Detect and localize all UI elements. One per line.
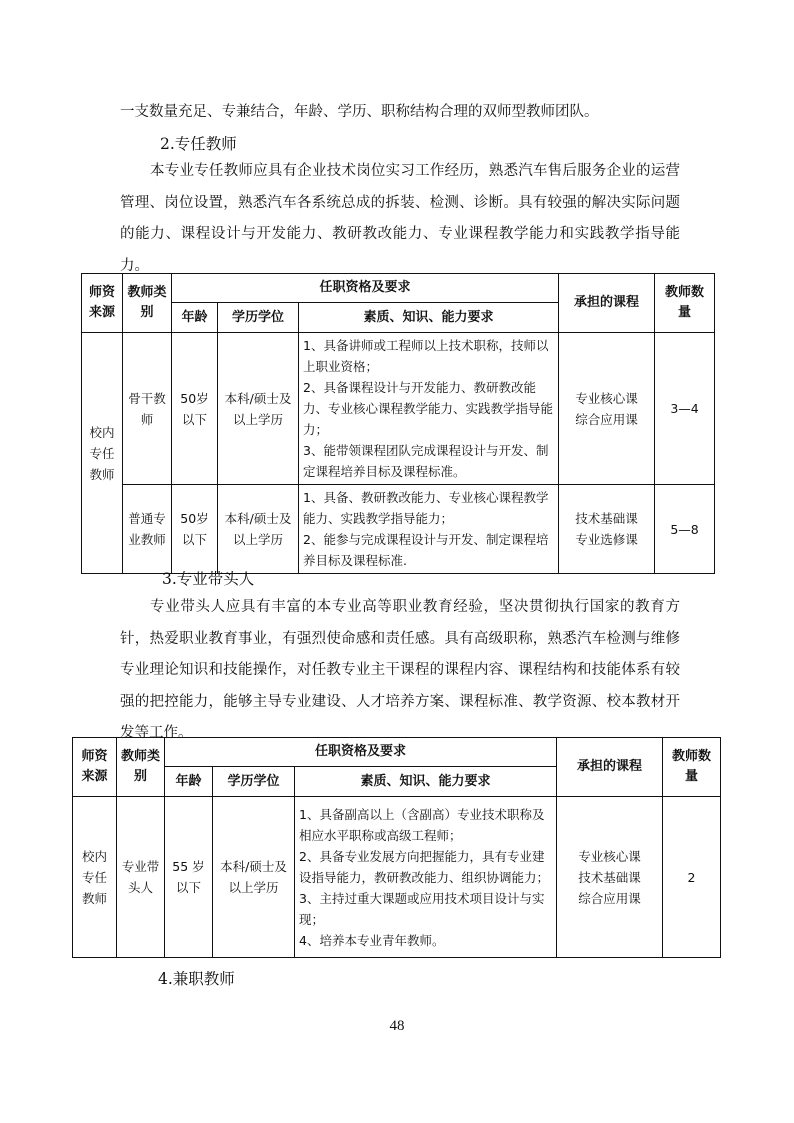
requirement-item: 2、具备课程设计与开发能力、教研教改能力、专业核心课程教学能力、实践教学指导能力；: [303, 380, 554, 437]
section-2-paragraph: 本专业专任教师应具有企业技术岗位实习工作经历，熟悉汽车售后服务企业的运营管理、岗位设置，熟悉汽车各系统总成的拆装、检测、诊断。具有较强的解决实际问题的能力、课程设计与开发能力、教研教改能力、专业课程教学能力和实践教学指导能力。: [120, 163, 680, 274]
teacher-count: 2: [663, 797, 721, 958]
header-degree: 学历学位: [218, 303, 299, 333]
header-count: 教师数量: [663, 738, 721, 797]
header-ability: 素质、知识、能力要求: [295, 767, 557, 797]
teacher-count: 5—8: [655, 485, 715, 574]
requirement-item: 2、具备专业发展方向把握能力，具有专业建设指导能力，教研教改能力、组织协调能力；: [299, 848, 550, 885]
header-courses: 承担的课程: [557, 738, 663, 797]
section-3-paragraph: 专业带头人应具有丰富的本专业高等职业教育经验，坚决贯彻执行国家的教育方针，热爱职业教育事业，有强烈使命感和责任感。具有高级职称，熟悉汽车检测与维修专业理论知识和技能操作，对任教专业主干课程的课程内容、课程结构和技能体系有较强的把控能力，能够主导专业建设、人才培养方案、课程标准、教学资源、校本教材开发等工作。: [120, 599, 680, 741]
header-count: 教师数量: [655, 274, 715, 333]
requirement-item: 1、具备、教研教改能力、专业核心课程教学能力、实践教学指导能力；: [303, 490, 549, 526]
teacher-source: 校内专任教师: [73, 797, 117, 958]
header-teacher-type: 教师类别: [117, 738, 165, 797]
section-2-heading: 2.专任教师: [160, 135, 237, 153]
table-row: [82, 333, 715, 485]
section-3-heading: 3.专业带头人: [162, 570, 255, 588]
header-courses: 承担的课程: [559, 274, 655, 333]
course-item: 综合应用课: [578, 890, 641, 906]
course-item: 专业选修课: [575, 532, 638, 547]
age-requirement: 50岁以下: [172, 333, 218, 485]
course-item: 专业核心课: [578, 848, 641, 864]
table-row: [73, 797, 721, 958]
requirement-item: 4、培养本专业青年教师。: [299, 932, 445, 948]
degree-requirement: 本科/硕士及以上学历: [218, 485, 299, 574]
section-4-heading: 4.兼职教师: [158, 970, 235, 988]
full-time-teacher-table: [81, 273, 715, 574]
header-qualification: 任职资格及要求: [172, 274, 559, 303]
requirement-item: 3、主持过重大课题或应用技术项目设计与实现；: [299, 890, 545, 927]
teacher-count: 3—4: [655, 333, 715, 485]
page-number: 48: [389, 1018, 405, 1034]
courses: [557, 797, 663, 958]
age-requirement: 50岁以下: [172, 485, 218, 574]
requirement-item: 1、具备讲师或工程师以上技术职称，技师以上职业资格；: [303, 338, 549, 374]
degree-requirement: 本科/硕士及以上学历: [218, 333, 299, 485]
age-requirement: 55 岁以下: [165, 797, 213, 958]
teacher-source: 校内专任教师: [82, 333, 123, 574]
teacher-type: 专业带头人: [117, 797, 165, 958]
course-item: 技术基础课: [575, 511, 638, 526]
degree-requirement: 本科/硕士及以上学历: [213, 797, 295, 958]
table-row: [82, 485, 715, 574]
course-item: 技术基础课: [578, 869, 641, 885]
requirement-item: 1、具备副高以上（含副高）专业技术职称及相应水平职称或高级工程师；: [299, 806, 545, 843]
header-ability: 素质、知识、能力要求: [299, 303, 559, 333]
header-qualification: 任职资格及要求: [165, 738, 557, 767]
courses: [559, 333, 655, 485]
requirement-item: 3、能带领课程团队完成课程设计与开发、制定课程培养目标及课程标准。: [303, 443, 549, 479]
header-age: 年龄: [165, 767, 213, 797]
ability-requirements: [299, 333, 559, 485]
intro-line: 一支数量充足、专兼结合，年龄、学历、职称结构合理的双师型教师团队。: [120, 104, 599, 120]
requirement-item: 2、能参与完成课程设计与开发、制定课程培养目标及课程标准.: [303, 532, 549, 568]
ability-requirements: [295, 797, 557, 958]
ability-requirements: [299, 485, 559, 574]
program-leader-table: [72, 737, 721, 958]
course-item: 专业核心课: [575, 390, 638, 406]
header-source: 师资来源: [73, 738, 117, 797]
teacher-type: 普通专业教师: [123, 485, 172, 574]
course-item: 综合应用课: [575, 411, 638, 427]
teacher-type: 骨干教师: [123, 333, 172, 485]
header-source: 师资来源: [82, 274, 123, 333]
header-degree: 学历学位: [213, 767, 295, 797]
header-teacher-type: 教师类别: [123, 274, 172, 333]
header-age: 年龄: [172, 303, 218, 333]
courses: [559, 485, 655, 574]
